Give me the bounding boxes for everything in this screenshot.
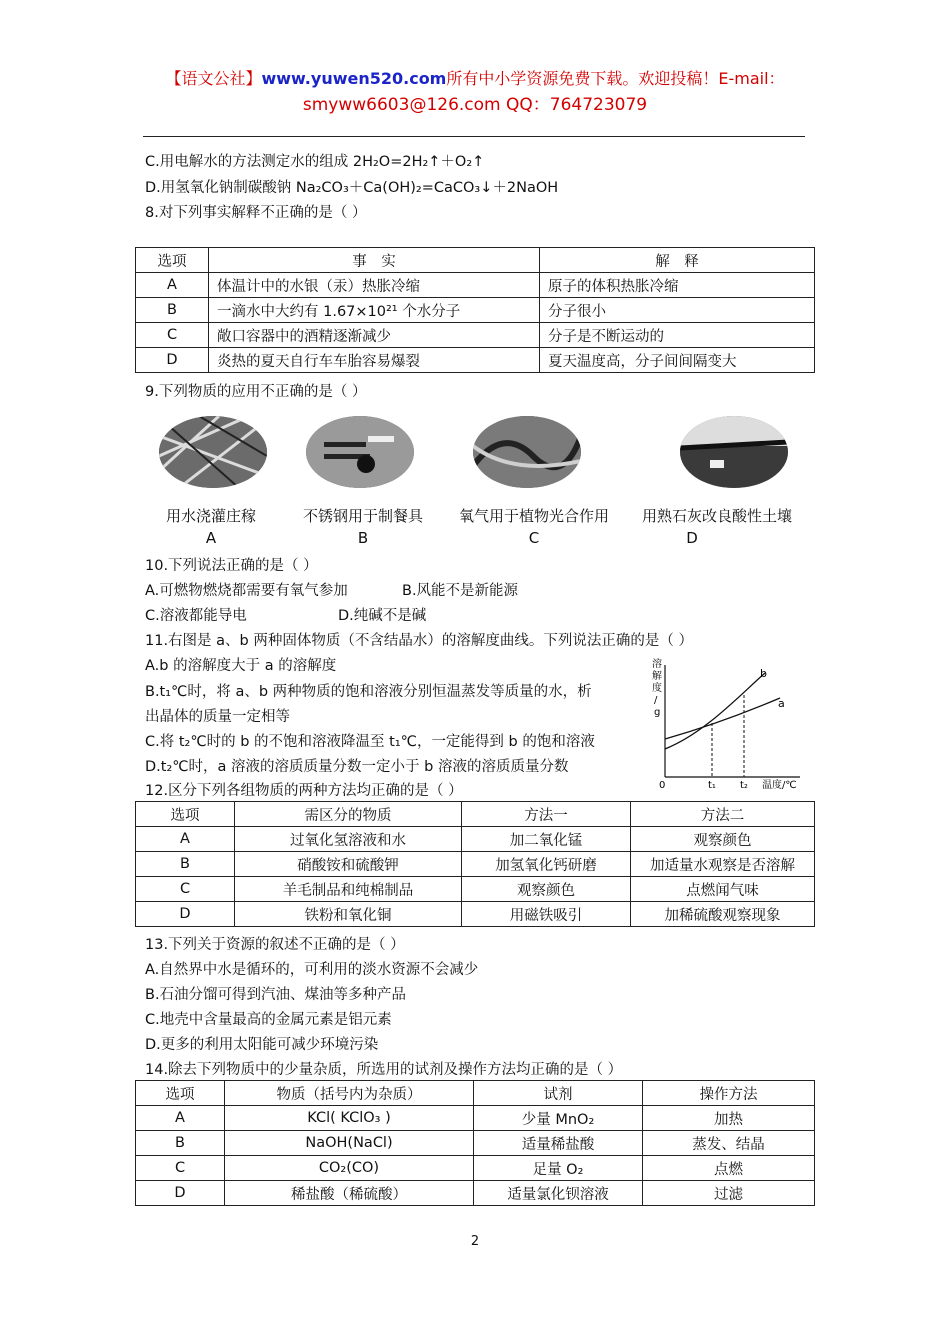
table-cell: 体温计中的水银（汞）热胀冷缩 — [209, 273, 540, 298]
table-cell: C — [136, 323, 209, 348]
header-suffix: 所有中小学资源免费下载。欢迎投稿！E-mail： — [446, 69, 785, 88]
table-row — [136, 273, 815, 298]
q13-option-c: C.地壳中含量最高的金属元素是铝元素 — [145, 1012, 392, 1028]
table-cell: A — [136, 827, 235, 852]
q8-table — [135, 247, 815, 373]
q7-option-c: C.用电解水的方法测定水的组成 2H₂O=2H₂↑＋O₂↑ — [145, 154, 485, 170]
table-cell: 观察颜色 — [631, 827, 815, 852]
table-cell: 原子的体积热胀冷缩 — [540, 273, 815, 298]
q14-header-cell: 选项 — [136, 1081, 225, 1106]
y-label-3: 度 — [652, 683, 662, 694]
q9-letter-d: D — [686, 529, 698, 547]
table-cell: B — [136, 852, 235, 877]
table-cell: D — [136, 1181, 225, 1206]
table-cell: 夏天温度高，分子间间隔变大 — [540, 348, 815, 373]
q12-header-cell: 选项 — [136, 802, 235, 827]
table-cell: C — [136, 877, 235, 902]
q13-option-d: D.更多的利用太阳能可减少环境污染 — [145, 1037, 379, 1053]
plant-photo — [473, 416, 581, 488]
q12-header-cell: 方法一 — [462, 802, 631, 827]
solubility-graph — [650, 655, 820, 790]
q14-header-cell: 物质（括号内为杂质） — [225, 1081, 474, 1106]
q10-stem: 10.下列说法正确的是（ ） — [145, 558, 318, 574]
table-cell: 过滤 — [643, 1181, 815, 1206]
table-cell: 加热 — [643, 1106, 815, 1131]
q14-stem: 14.除去下列物质中的少量杂质，所选用的试剂及操作方法均正确的是（ ） — [145, 1062, 623, 1078]
q13-stem: 13.下列关于资源的叙述不正确的是（ ） — [145, 937, 405, 953]
q14-table — [135, 1080, 815, 1206]
q12-table — [135, 801, 815, 927]
table-cell: 加二氧化锰 — [462, 827, 631, 852]
table-cell: 适量氯化钡溶液 — [474, 1181, 643, 1206]
site-link[interactable]: www.yuwen520.com — [261, 69, 447, 88]
table-cell: 加氢氧化钙研磨 — [462, 852, 631, 877]
q11-option-b-line1: B.t₁℃时，将 a、b 两种物质的饱和溶液分别恒温蒸发等质量的水，析 — [145, 684, 592, 700]
y-label-5: g — [654, 707, 661, 718]
q8-header-row — [136, 248, 815, 273]
table-row — [136, 877, 815, 902]
header-divider — [143, 136, 805, 137]
x-axis-label: 温度/℃ — [762, 780, 797, 790]
table-cell: 硝酸铵和硫酸钾 — [235, 852, 462, 877]
table-cell: D — [136, 902, 235, 927]
table-cell: 观察颜色 — [462, 877, 631, 902]
table-cell: B — [136, 298, 209, 323]
table-row — [136, 827, 815, 852]
table-row — [136, 1106, 815, 1131]
origin-label: 0 — [659, 780, 666, 790]
curve-b-label: b — [760, 667, 767, 680]
table-cell: 炎热的夏天自行车车胎容易爆裂 — [209, 348, 540, 373]
tableware-photo — [306, 416, 414, 488]
q7-option-d: D.用氢氧化钠制碳酸钠 Na₂CO₃＋Ca(OH)₂=CaCO₃↓＋2NaOH — [145, 180, 559, 196]
table-cell: CO₂(CO) — [225, 1156, 474, 1181]
q11-option-a: A.b 的溶解度大于 a 的溶解度 — [145, 658, 337, 674]
y-label-2: 解 — [652, 671, 662, 682]
q9-caption-c: 氧气用于植物光合作用 — [458, 507, 609, 525]
table-cell: 分子很小 — [540, 298, 815, 323]
table-cell: 加适量水观察是否溶解 — [631, 852, 815, 877]
q9-caption-d: 用熟石灰改良酸性土壤 — [641, 507, 792, 525]
table-row — [136, 852, 815, 877]
table-cell: 铁粉和氧化铜 — [235, 902, 462, 927]
table-cell: 适量稀盐酸 — [474, 1131, 643, 1156]
table-row — [136, 348, 815, 373]
table-cell: 敞口容器中的酒精逐渐减少 — [209, 323, 540, 348]
table-row — [136, 902, 815, 927]
t1-label: t₁ — [708, 780, 716, 790]
q10-option-c: C.溶液都能导电 — [145, 608, 247, 624]
header-line-2: smyww6603@126.com QQ：764723079 — [302, 95, 648, 115]
q10-option-d: D.纯碱不是碱 — [338, 608, 427, 624]
q9-stem: 9.下列物质的应用不正确的是（ ） — [145, 384, 367, 400]
table-row — [136, 323, 815, 348]
table-row — [136, 1181, 815, 1206]
q9-caption-b: 不锈钢用于制餐具 — [302, 507, 423, 525]
lime-soil-photo — [680, 416, 788, 488]
curve-b-line — [665, 673, 765, 749]
header-prefix: 【语文公社】 — [165, 69, 262, 88]
q8-stem: 8.对下列事实解释不正确的是（ ） — [145, 205, 367, 221]
table-cell: 点燃 — [643, 1156, 815, 1181]
table-cell: 稀盐酸（稀硫酸） — [225, 1181, 474, 1206]
q8-header-cell: 事 实 — [209, 248, 540, 273]
table-row — [136, 1156, 815, 1181]
curve-a-line — [665, 698, 780, 739]
table-cell: KCl( KClO₃ ) — [225, 1106, 474, 1131]
table-cell: 过氧化氢溶液和水 — [235, 827, 462, 852]
table-row — [136, 298, 815, 323]
table-cell: 加稀硫酸观察现象 — [631, 902, 815, 927]
q11-option-c: C.将 t₂℃时的 b 的不饱和溶液降温至 t₁℃，一定能得到 b 的饱和溶液 — [145, 734, 595, 750]
header-line-1 — [0, 66, 950, 89]
q13-option-b: B.石油分馏可得到汽油、煤油等多种产品 — [145, 987, 407, 1003]
q12-header-row — [136, 802, 815, 827]
q12-header-cell: 方法二 — [631, 802, 815, 827]
q14-header-row — [136, 1081, 815, 1106]
table-cell: 一滴水中大约有 1.67×10²¹ 个水分子 — [209, 298, 540, 323]
page-number: 2 — [470, 1234, 480, 1249]
q11-option-b-line2: 出晶体的质量一定相等 — [145, 709, 290, 725]
table-cell: 足量 O₂ — [474, 1156, 643, 1181]
table-cell: D — [136, 348, 209, 373]
irrigation-photo — [159, 416, 267, 488]
y-label-1: 溶 — [652, 659, 662, 670]
table-cell: C — [136, 1156, 225, 1181]
table-cell: 分子是不断运动的 — [540, 323, 815, 348]
y-label-4: / — [654, 695, 658, 706]
table-cell: B — [136, 1131, 225, 1156]
t2-label: t₂ — [740, 780, 748, 790]
table-row — [136, 1131, 815, 1156]
q11-option-d: D.t₂℃时，a 溶液的溶质质量分数一定小于 b 溶液的溶质质量分数 — [145, 759, 569, 775]
table-cell: NaOH(NaCl) — [225, 1131, 474, 1156]
table-cell: 蒸发、结晶 — [643, 1131, 815, 1156]
q12-stem: 12.区分下列各组物质的两种方法均正确的是（ ） — [145, 783, 463, 799]
q12-header-cell: 需区分的物质 — [235, 802, 462, 827]
q10-option-a: A.可燃物燃烧都需要有氧气参加 — [145, 583, 348, 599]
q8-header-cell: 解 释 — [540, 248, 815, 273]
table-cell: A — [136, 1106, 225, 1131]
q13-option-a: A.自然界中水是循环的，可利用的淡水资源不会减少 — [145, 962, 479, 978]
curve-a-label: a — [778, 697, 785, 710]
q14-header-cell: 试剂 — [474, 1081, 643, 1106]
table-cell: 少量 MnO₂ — [474, 1106, 643, 1131]
table-cell: A — [136, 273, 209, 298]
q8-header-cell: 选项 — [136, 248, 209, 273]
q9-caption-a: 用水浇灌庄稼 — [165, 507, 256, 525]
table-cell: 点燃闻气味 — [631, 877, 815, 902]
q14-header-cell: 操作方法 — [643, 1081, 815, 1106]
q11-stem: 11.右图是 a、b 两种固体物质（不含结晶水）的溶解度曲线。下列说法正确的是（ ） — [145, 633, 693, 649]
q10-option-b: B.风能不是新能源 — [402, 583, 519, 599]
q9-letter-c: C — [528, 529, 540, 547]
q9-letter-b: B — [357, 529, 369, 547]
table-cell: 羊毛制品和纯棉制品 — [235, 877, 462, 902]
q9-letter-a: A — [205, 529, 217, 547]
table-cell: 用磁铁吸引 — [462, 902, 631, 927]
